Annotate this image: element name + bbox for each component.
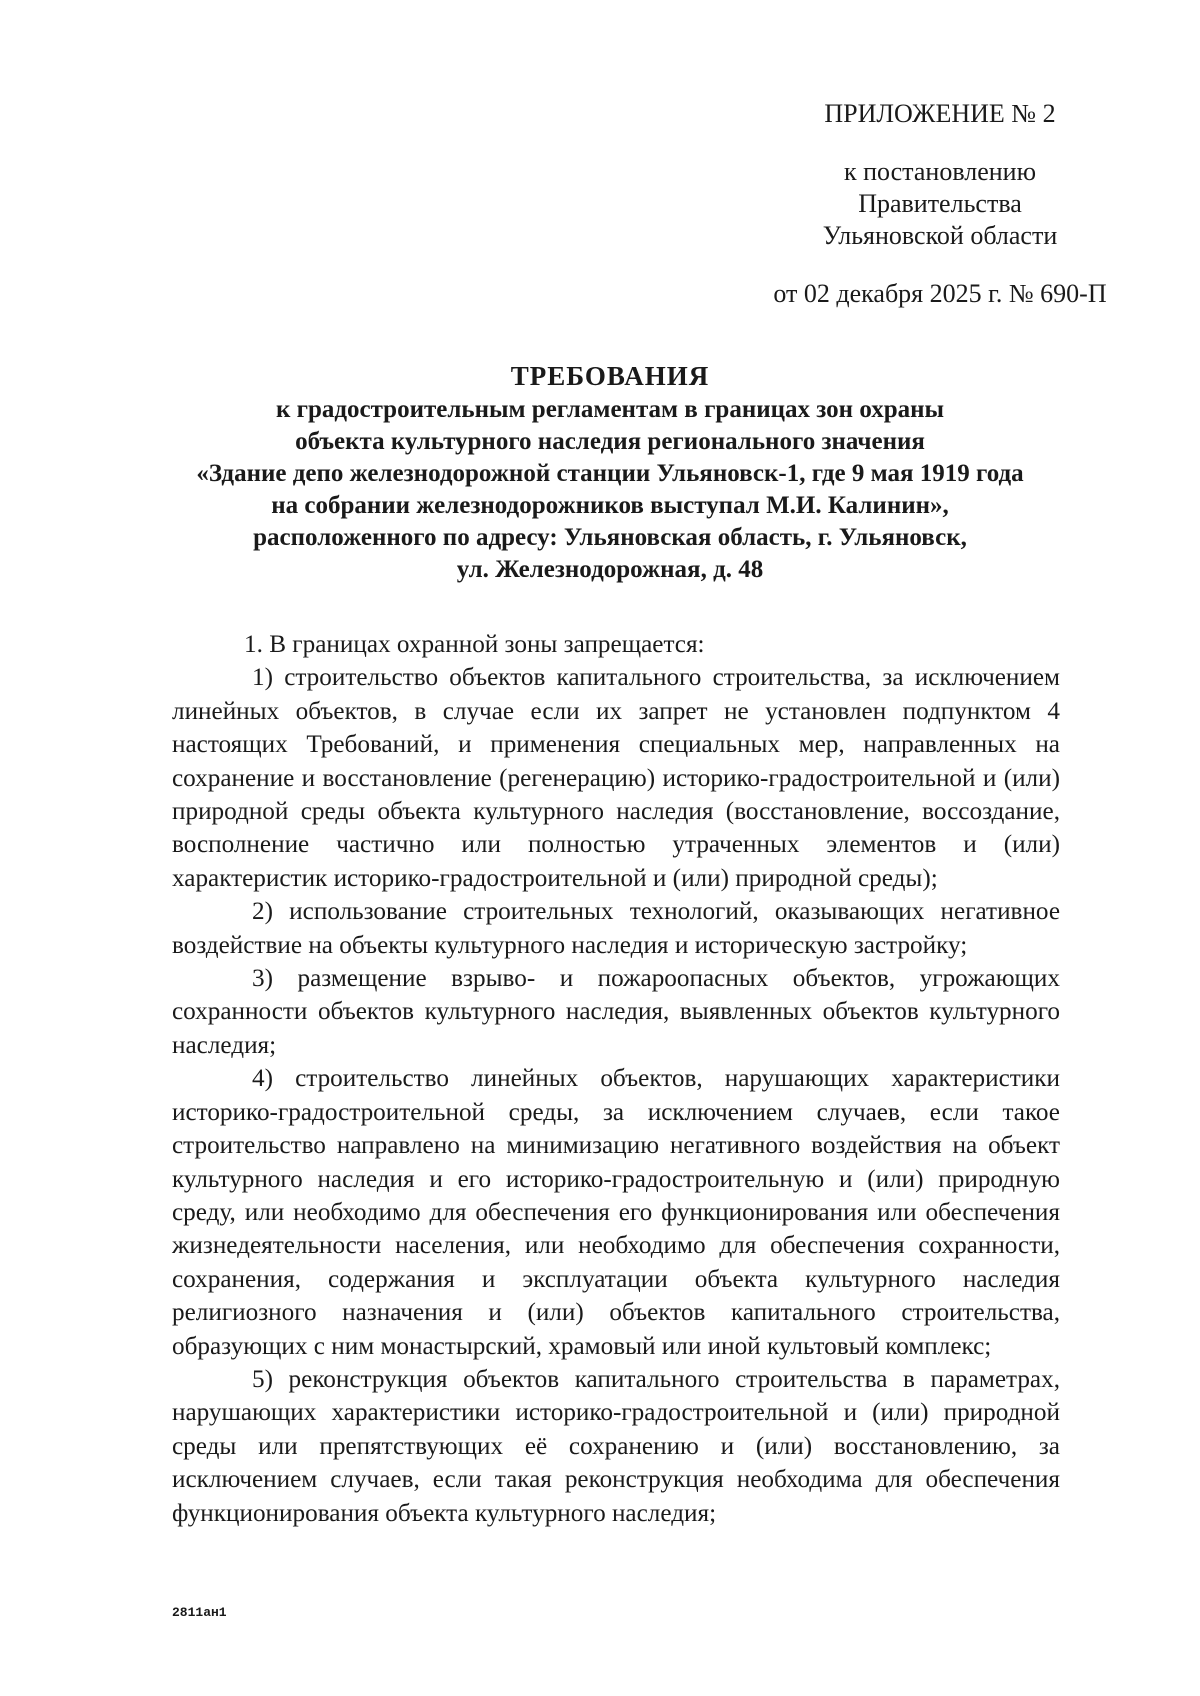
heading-line: объекта культурного наследия регионального значения	[295, 428, 925, 455]
heading-line: к градостроительным регламентам в границах зон охраны	[275, 396, 945, 423]
list-item: 5) реконструкция объектов капитального строительства в параметрах, нарушающих характеристики историко-градостроительной и (или) природной среды или препятствующих её сохранению и (или) восстановлению, за исключением случаев, если такая реконструкция необходима для обеспечения функционирования объекта культурного наследия;	[172, 1365, 1060, 1527]
appendix-line-1: к постановлению Правительства	[843, 157, 1037, 218]
appendix-line-2: Ульяновской области	[822, 221, 1058, 250]
list-item: 1) строительство объектов капитального строительства, за исключением линейных объектов, в случае если их запрет не установлен подпунктом 4 настоящих Требований, и применения специальных мер, направленных на сохранение и восстановление (регенерацию) историко-градостроительной и (или) природной среды объекта культурного наследия (восстановление, воссоздание, восполнение частично или полностью утраченных элементов и (или) характеристик историко-градостроительной и (или) природной среды);	[172, 664, 1060, 892]
heading-line: «Здание депо железнодорожной станции Ульяновск-1, где 9 мая 1919 года	[196, 460, 1024, 487]
list-item: 3) размещение взрыво- и пожароопасных объектов, угрожающих сохранности объектов культурного наследия, выявленных объектов культурного наследия;	[172, 965, 1060, 1059]
document-code: 2811ан1	[172, 1605, 227, 1620]
document-heading	[160, 360, 1060, 586]
heading-title: ТРЕБОВАНИЯ	[510, 361, 710, 391]
appendix-block	[760, 98, 1120, 310]
list-item: 4) строительство линейных объектов, нарушающих характеристики историко-градостроительной среды, за исключением случаев, если такое строительство направлено на минимизацию негативного воздействия на объект культурного наследия и его историко-градостроительную и (или) природную среду, или необходимо для обеспечения его функционирования или обеспечения жизнедеятельности населения, или необходимо для обеспечения сохранности, сохранения, содержания и эксплуатации объекта культурного наследия религиозного назначения и (или) объектов капитального строительства, образующих с ним монастырский, храмовый или иной культовый комплекс;	[172, 1065, 1060, 1360]
heading-line: ул. Железнодорожная, д. 48	[456, 556, 764, 583]
section-heading: 1. В границах охранной зоны запрещается:	[244, 631, 705, 658]
heading-line: на собрании железнодорожников выступал М.И. Калинин»,	[271, 492, 949, 519]
appendix-title: ПРИЛОЖЕНИЕ № 2	[824, 99, 1056, 128]
list-item: 2) использование строительных технологий, оказывающих негативное воздействие на объекты культурного наследия и историческую застройку;	[172, 898, 1060, 959]
appendix-date: от 02 декабря 2025 г. № 690-П	[773, 279, 1107, 308]
document-body	[172, 628, 1060, 1530]
heading-line: расположенного по адресу: Ульяновская область, г. Ульяновск,	[253, 524, 967, 551]
